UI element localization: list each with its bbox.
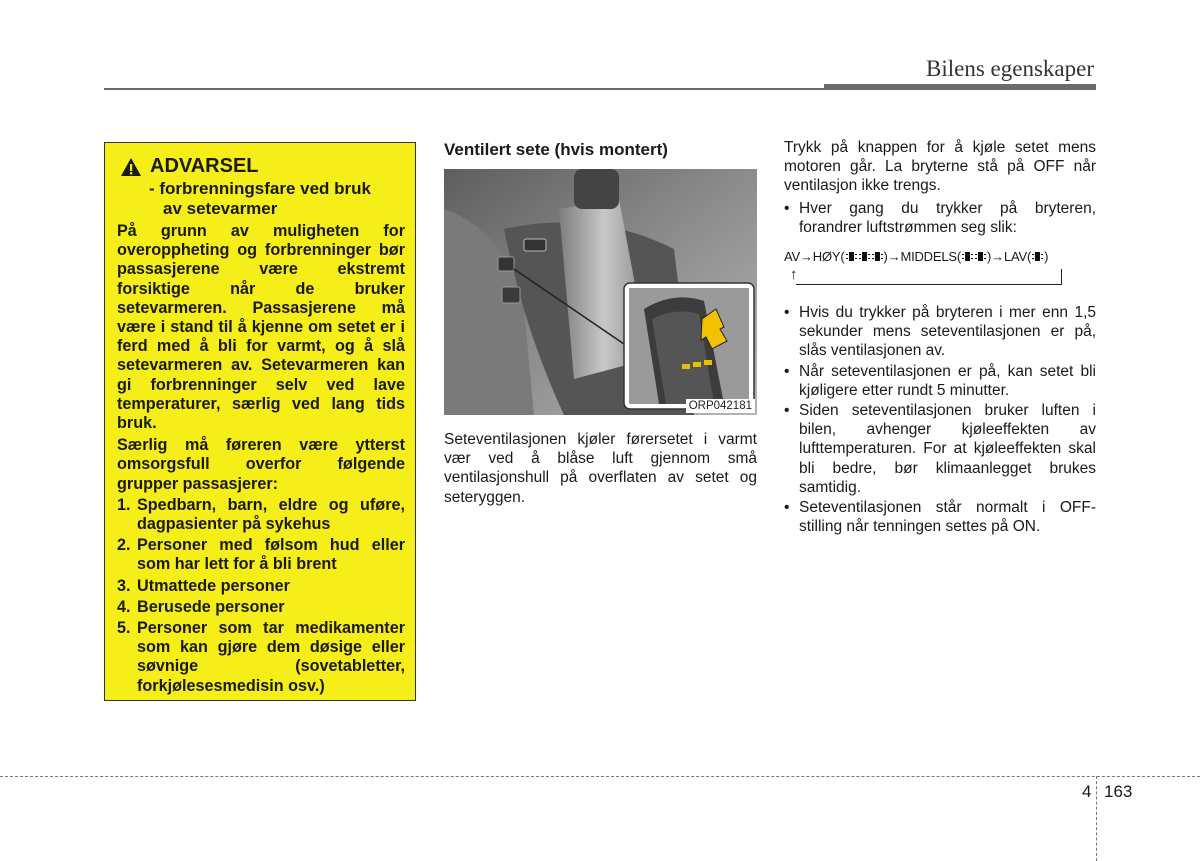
center-console-illustration [444, 169, 757, 415]
list-item: • Seteventilasjonen står normalt i OFF-stilling når tenningen settes på ON. [784, 499, 1096, 536]
header-rule [104, 88, 824, 90]
fan-level-icon [975, 250, 986, 263]
image-code-label: ORP042181 [686, 399, 755, 413]
warning-box [104, 142, 416, 701]
fan-level-icon [1032, 250, 1043, 263]
warning-list [117, 496, 405, 696]
page-number: 163 [1104, 782, 1133, 801]
warning-title: ADVARSEL [150, 155, 259, 178]
footer-divider [1096, 776, 1097, 861]
list-item: • Når seteventilasjonen er på, kan setet bli kjøligere etter rundt 5 minutter. [784, 362, 1096, 399]
page-header-title: Bilens egenskaper [926, 56, 1094, 81]
list-item: 1. Spedbarn, barn, eldre og uføre, dagpasienter på sykehus [117, 495, 405, 534]
bullet-list [784, 303, 1096, 536]
list-item: 5. Personer som tar medikamenter som kan gjøre dem døsige eller søvnige (sovetabletter, forkjølesesmedisin osv.) [117, 619, 405, 695]
middle-column [444, 140, 757, 507]
bullet-list [784, 199, 1096, 237]
list-item: 4. Berusede personer [117, 597, 285, 616]
warning-paragraph: På grunn av muligheten for overoppheting og forbrenninger bør passasjerene være ekstremt forsiktige når de bruker setevarmeren. Passasjerene må være i stand til å kjenne om setet er i ferd med å bli for varmt, og å slå setevarmeren av. Setevarmeren kan gi forbrenninger selv ved lave temperaturer, særlig ved lang tids bruk. [117, 222, 405, 433]
fan-level-icon [846, 250, 857, 263]
chapter-number: 4 [1082, 782, 1092, 801]
footer-rule [0, 776, 1200, 777]
list-item: 2. Personer med følsom hud eller som har lett for å bli brent [117, 536, 405, 574]
console-photo [444, 169, 757, 415]
warning-subheading: - forbrenningsfare ved bruk av setevarmer [149, 179, 371, 218]
fan-level-icon [962, 250, 973, 263]
section-title: Ventilert sete (hvis montert) [444, 140, 668, 159]
cycle-return-line [796, 269, 1062, 285]
list-item: • Hvis du trykker på bryteren i mer enn 1,5 sekunder mens seteventilasjonen er på, slås ventilasjonen av. [784, 304, 1096, 360]
warning-triangle-icon [120, 157, 142, 177]
right-column [784, 138, 1096, 537]
middle-paragraph: Seteventilasjonen kjøler førersetet i varmt vær ved å blåse luft gjennom små ventilasjonshull på overflaten av setet og seteryggen. [444, 431, 757, 506]
intro-paragraph: Trykk på knappen for å kjøle setet mens motoren går. La bryterne stå på OFF når ventilasjon ikke trengs. [784, 139, 1096, 195]
warning-heading [120, 157, 405, 177]
airflow-sequence: AV → HØY( ) → MIDDELS( ) → LAV( ) ↑ [784, 247, 1096, 295]
fan-level-icon [859, 250, 870, 263]
list-item: • Hver gang du trykker på bryteren, forandrer luftstrømmen seg slik: [784, 199, 1096, 236]
list-item: • Siden seteventilasjonen bruker luften i bilen, avhenger kjøleeffekten av lufttemperaturen. For at kjøleeffekten skal bli bedre, bør klimaanlegget brukes samtidig. [784, 402, 1096, 496]
fan-level-icon [872, 250, 883, 263]
up-arrow-icon: ↑ [790, 266, 798, 284]
list-item: 3. Utmattede personer [117, 576, 290, 595]
header-rule-accent [824, 84, 1096, 90]
warning-paragraph: Særlig må føreren være ytterst omsorgsfull overfor følgende grupper passasjerer: [117, 436, 405, 493]
